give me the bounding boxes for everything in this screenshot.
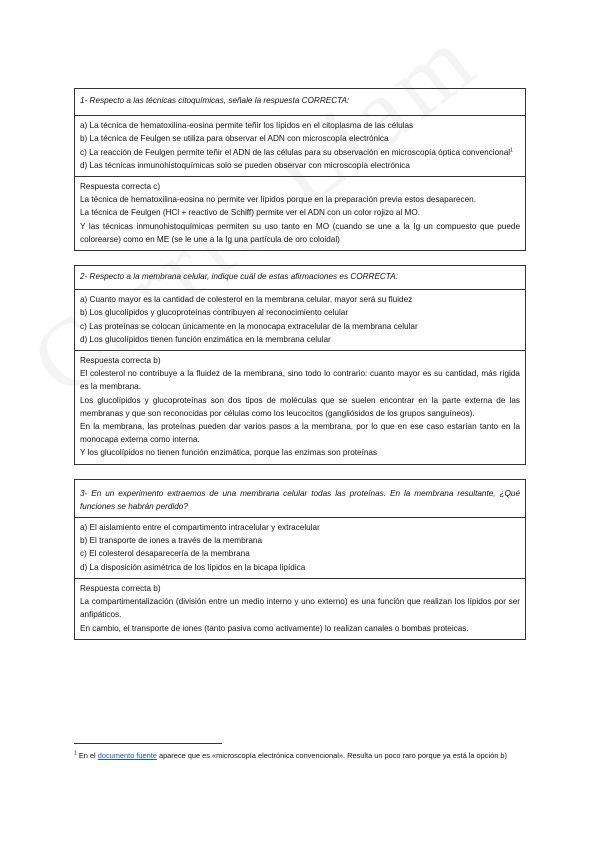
explanation-line: La compartimentalización (división entre un medio interno y uno externo) es una función que realizan los lípidos por ser anfipáticos. [80,597,520,620]
options-list [75,289,525,350]
options-list [75,115,525,176]
option-b: b) El transporte de iones a través de la membrana [80,536,263,546]
option-a: a) El aislamiento entre el compartimento intracelular y extracelular [80,523,320,533]
option-d: d) Los glucolípidos tienen función enzimática en la membrana celular [80,334,331,344]
footnote-text: aparece que es «microscopía electrónica convencional». Resulta un poco raro porque ya está la opción b) [156,751,507,760]
question-box-1 [74,88,526,251]
option-a: a) La técnica de hematoxilina-eosina permite teñir los lípidos en el citoplasma de las células [80,121,414,131]
question-box-2 [74,265,526,465]
option-c: c) El colesterol desaparecería de la membrana [80,549,250,559]
option-d: d) La disposición asimétrica de los lípidos en la bicapa lipídica [80,562,306,572]
option-c [80,146,520,159]
explanation-line: La técnica de Feulgen (HCl + reactivo de Schiff) permite ver el ADN con un color rojizo al MO. [80,208,421,218]
question-title: 2- Respecto a la membrana celular, indique cuál de estas afirmaciones es CORRECTA: [80,272,398,282]
footnote-ref[interactable]: 1 [510,146,513,153]
options-list [75,517,525,578]
explanation-line: La técnica de hematoxilina-eosina no permite ver lípidos porque en la preparación previa estos desaparecen. [80,195,476,205]
footnote-marker: 1 [74,750,77,757]
explanation-line: En cambio, el transporte de iones (tanto pasiva como activamente) lo realizan canales o bombas proteicas. [80,623,469,633]
explanation-line: Y las técnicas inmunohistoquímicas permiten su uso tanto en MO (cuando se une a la Ig un compuesto que puede colorearse) como en ME (se le une a la Ig una partícula de oro coloidal) [80,221,520,244]
question-title: 1- Respecto a las técnicas citoquímicas, señale la respuesta CORRECTA: [80,96,350,105]
explanation-line: En la membrana, las proteínas pueden dar varios pasos a la membrana, por lo que en ese caso estarían tanto en la monocapa externa como interna. [80,422,520,445]
option-b: b) La técnica de Feulgen se utiliza para observar el ADN con microscopía electrónica [80,134,389,144]
source-document-link[interactable]: documento fuente [97,751,157,760]
footnote-divider [74,743,222,744]
option-c-text: c) La reacción de Feulgen permite teñir el ADN de las células para su observación en microscopía óptica convencional [80,147,511,157]
answer-section [75,176,525,250]
explanation-line: El colesterol no contribuye a la fluidez de la membrana, sino todo lo contrario: cuanto mayor es su cantidad, más rígida es la membrana. [80,369,520,392]
option-a: a) Cuanto mayor es la cantidad de colesterol en la membrana celular, mayor será su fluidez [80,295,413,305]
answer-label: Respuesta correcta b) [80,356,161,366]
answer-label: Respuesta correcta c) [80,182,161,192]
answer-label: Respuesta correcta b) [80,583,161,593]
answer-section [75,350,525,464]
question-box-3 [74,479,526,640]
explanation-line: Y los glucolípidos no tienen función enzimática, porque las enzimas son proteínas [80,448,378,458]
footnote-prefix: En el [76,751,98,760]
explanation-line: Los glucolípidos y glucoproteínas son dos tipos de moléculas que se suelen encontrar en la parte externa de las membranas y que son reconocidas por células como los leucocitos (gangliósidos de los grupos sanguíneos). [80,395,520,418]
option-c: c) Las proteínas se colocan únicamente en la monocapa extracelular de la membrana celular [80,321,418,331]
document-sheet [74,88,526,654]
question-title: 3- En un experimento extraemos de una membrana celular todas las proteínas. En la membrana resultante, ¿Qué funciones se habrán perdido? [80,488,520,511]
option-b: b) Los glucolípidos y glucoproteínas contribuyen al reconocimiento celular [80,308,349,318]
footnote [74,750,526,762]
option-d: d) Las técnicas inmunohistoquímicas solo se pueden observar con microscopía electrónica [80,160,410,170]
answer-section [75,578,525,639]
